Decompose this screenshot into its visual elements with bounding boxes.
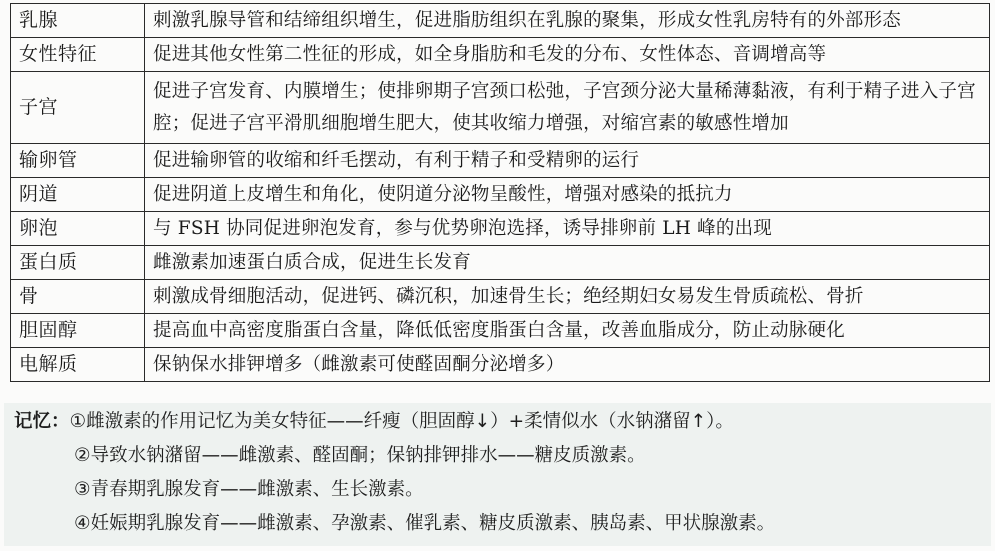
estrogen-effects-table (10, 3, 990, 382)
organ-cell: 骨 (11, 280, 145, 314)
effect-cell: 刺激成骨细胞活动，促进钙、磷沉积，加速骨生长；绝经期妇女易发生骨质疏松、骨折 (145, 280, 990, 314)
effect-cell: 保钠保水排钾增多（雌激素可使醛固酮分泌增多） (145, 348, 990, 382)
effect-cell: 与 FSH 协同促进卵泡发育，参与优势卵泡选择，诱导排卵前 LH 峰的出现 (145, 212, 990, 246)
table-row (11, 246, 990, 280)
table-row (11, 348, 990, 382)
table-row (11, 72, 990, 144)
effect-cell: 提高血中高密度脂蛋白含量，降低低密度脂蛋白含量，改善血脂成分，防止动脉硬化 (145, 314, 990, 348)
organ-cell: 输卵管 (11, 144, 145, 178)
memory-line (14, 406, 734, 437)
table-row (11, 280, 990, 314)
memory-line: ③青春期乳腺发育——雌激素、生长激素。 (74, 479, 424, 500)
organ-cell: 胆固醇 (11, 314, 145, 348)
memory-text: ①雌激素的作用记忆为美女特征——纤瘦（胆固醇↓）+柔情似水（水钠潴留↑）。 (69, 411, 734, 432)
table-row (11, 212, 990, 246)
effect-cell: 促进子宫发育、内膜增生；使排卵期子宫颈口松弛，子宫颈分泌大量稀薄黏液，有利于精子进入子宫腔；促进子宫平滑肌细胞增生肥大，使其收缩力增强，对缩宫素的敏感性增加 (145, 72, 990, 144)
table-row (11, 144, 990, 178)
organ-cell: 乳腺 (11, 4, 145, 38)
memory-line: ②导致水钠潴留——雌激素、醛固酮；保钠排钾排水——糖皮质激素。 (74, 445, 646, 466)
table-row (11, 38, 990, 72)
organ-cell: 子宫 (11, 72, 145, 144)
memory-label: 记忆： (14, 411, 70, 432)
organ-cell: 阴道 (11, 178, 145, 212)
effect-cell: 促进阴道上皮增生和角化，使阴道分泌物呈酸性，增强对感染的抵抗力 (145, 178, 990, 212)
memory-line: ④妊娠期乳腺发育——雌激素、孕激素、催乳素、糖皮质激素、胰岛素、甲状腺激素。 (74, 513, 776, 534)
table-row (11, 4, 990, 38)
effect-cell: 刺激乳腺导管和结缔组织增生，促进脂肪组织在乳腺的聚集，形成女性乳房特有的外部形态 (145, 4, 990, 38)
effect-cell: 雌激素加速蛋白质合成，促进生长发育 (145, 246, 990, 280)
effect-cell: 促进输卵管的收缩和纤毛摆动，有利于精子和受精卵的运行 (145, 144, 990, 178)
table-row (11, 314, 990, 348)
organ-cell: 卵泡 (11, 212, 145, 246)
effect-cell: 促进其他女性第二性征的形成，如全身脂肪和毛发的分布、女性体态、音调增高等 (145, 38, 990, 72)
organ-cell: 女性特征 (11, 38, 145, 72)
organ-cell: 蛋白质 (11, 246, 145, 280)
organ-cell: 电解质 (11, 348, 145, 382)
table-row (11, 178, 990, 212)
memory-tip-box (4, 403, 991, 546)
